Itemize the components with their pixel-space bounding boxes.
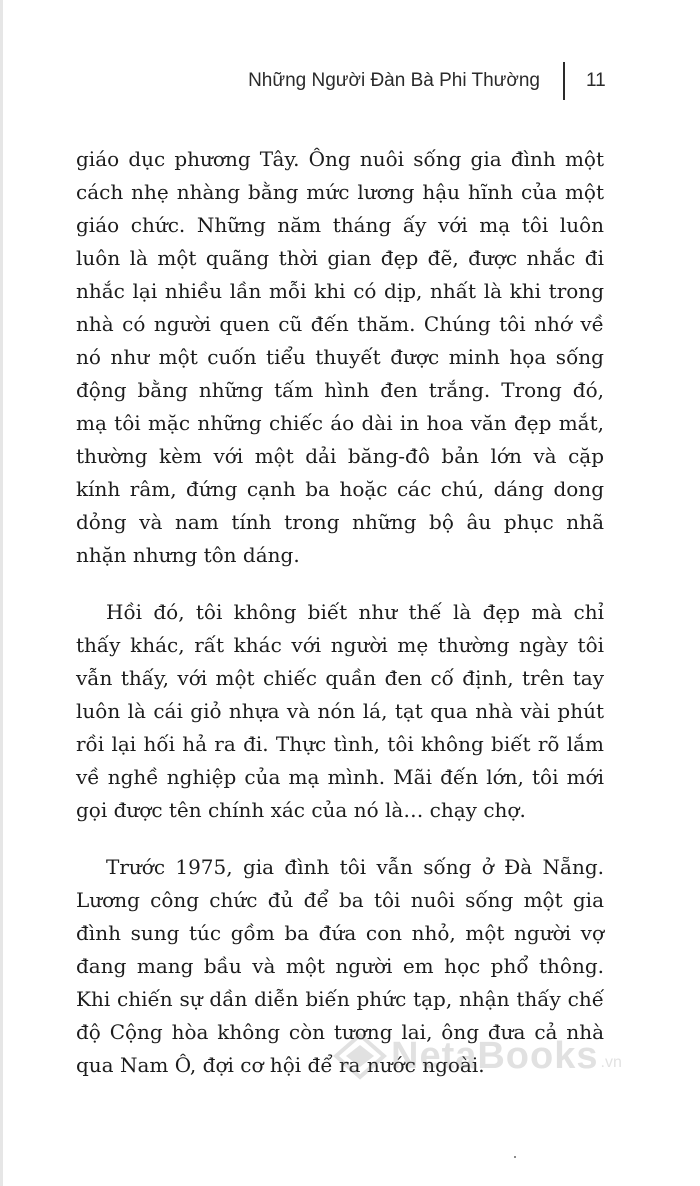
book-logo-icon [333, 1032, 387, 1080]
paragraph-1: giáo dục phương Tây. Ông nuôi sống gia đình một cách nhẹ nhàng bằng mức lương hậu hĩnh của một giáo chức. Những năm tháng ấy với mạ tôi luôn luôn là một quãng thời gian đẹp đẽ, được nhắc đi nhắc lại nhiều lần mỗi khi có dịp, nhất là khi trong nhà có người quen cũ đến thăm. Chúng tôi nhớ về nó như một cuốn tiểu thuyết được minh họa sống động bằng những tấm hình đen trắng. Trong đó, mạ tôi mặc những chiếc áo dài in hoa văn đẹp mắt, thường kèm với một dải băng-đô bản lớn và cặp kính râm, đứng cạnh ba hoặc các chú, dáng dong dỏng và nam tính trong những bộ âu phục nhã nhặn nhưng tôn dáng. [76, 147, 604, 567]
header-divider [563, 62, 565, 100]
running-title: Những Người Đàn Bà Phi Thường [248, 70, 540, 91]
paragraph-2: Hồi đó, tôi không biết như thế là đẹp mà chỉ thấy khác, rất khác với người mẹ thường ngày tôi vẫn thấy, với một chiếc quần đen cố định, trên tay luôn là cái giỏ nhựa và nón lá, tạt qua nhà vài phút rồi lại hối hả ra đi. Thực tình, tôi không biết rõ lắm về nghề nghiệp của mạ mình. Mãi đến lớn, tôi mới gọi được tên chính xác của nó là… chạy chợ. [76, 600, 604, 822]
body-text [76, 143, 604, 1106]
page-edge-shadow [0, 0, 3, 1186]
print-speck [514, 1156, 516, 1158]
watermark-suffix: .vn [600, 1054, 622, 1071]
paragraph-3: Trước 1975, gia đình tôi vẫn sống ở Đà Nẵng. Lương công chức đủ để ba tôi nuôi sống một gia đình sung túc gồm ba đứa con nhỏ, một người vợ đang mang bầu và một người em học phổ thông. Khi chiến sự dần diễn biến phức tạp, nhận thấy chế độ Cộng hòa không còn tương lai, ông đưa cả nhà qua Nam Ô, đợi cơ hội để ra nước ngoài. [76, 855, 604, 1077]
watermark-name: NetaBooks [391, 1034, 599, 1077]
watermark [333, 1032, 622, 1080]
page-number: 11 [586, 70, 606, 91]
running-header [0, 62, 700, 102]
